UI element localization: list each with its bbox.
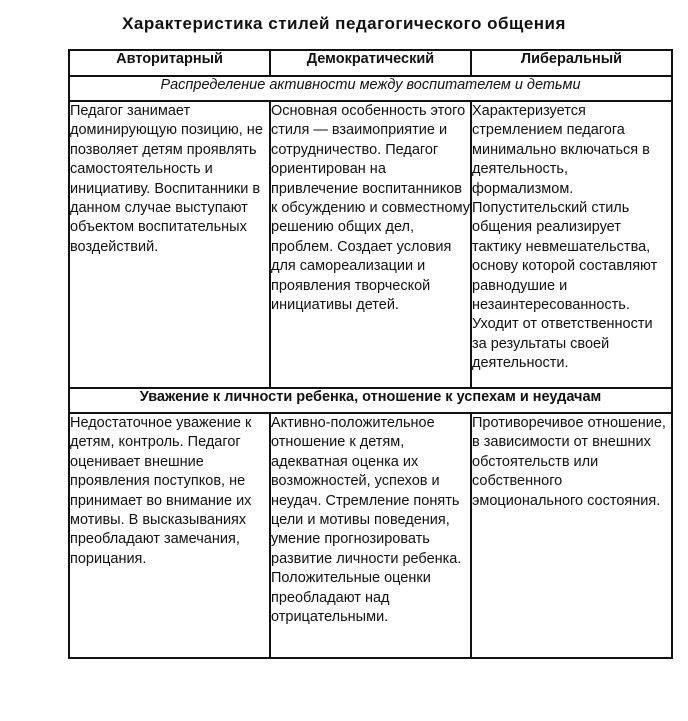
communication-styles-table [68,49,673,659]
table-row [69,101,672,388]
cell-text: Характеризуется стремлением педагога минимально включаться в деятельность, формализмом. Попустительский стиль общения реализирует тактику невмешательства, основу которой составляют равнодушие и незаинтересованность. Уходит от ответственности за результаты своей деятельности. [472,103,658,372]
cell-liberal-respect [471,413,672,658]
section-header-respect: Уважение к личности ребенка, отношение к успехам и неудачам [69,388,672,413]
section-header-row [69,388,672,413]
section-header-activity: Распределение активности между воспитателем и детьми [69,76,672,101]
cell-text: Основная особенность этого стиля — взаимоприятие и сотрудничество. Педагог ориентирован на привлечение воспитанников к обсуждению и совместному решению общих дел, проблем. Создает условия для самореализации и проявления творческой инициативы детей. [271,103,470,314]
column-header-democratic: Демократический [270,50,471,76]
cell-authoritarian-activity [69,101,270,388]
cell-democratic-respect [270,413,471,658]
column-header-row [69,50,672,76]
cell-text: Противоречивое отношение, в зависимости от внешних обстоятельств или собственного эмоционального состояния. [472,415,666,509]
table-row [69,413,672,658]
cell-democratic-activity [270,101,471,388]
cell-authoritarian-respect [69,413,270,658]
column-header-authoritarian: Авторитарный [69,50,270,76]
page-title: Характеристика стилей педагогического общения [122,14,566,33]
cell-liberal-activity [471,101,672,388]
section-header-row [69,76,672,101]
column-header-liberal: Либеральный [471,50,672,76]
cell-text: Недостаточное уважение к детям, контроль. Педагог оценивает внешние проявления поступков, не принимает во внимание их мотивы. В высказываниях преобладают замечания, порицания. [70,415,252,567]
cell-text: Педагог занимает доминирующую позицию, не позволяет детям проявлять самостоятельность и инициативу. Воспитанники в данном случае выступают объектом воспитательных воздействий. [70,103,263,255]
cell-text: Активно-положительное отношение к детям, адекватная оценка их возможностей, успехов и неудач. Стремление понять цели и мотивы поведения, умение прогнозировать развитие личности ребенка. Положительные оценки преобладают над отрицательными. [271,415,462,626]
